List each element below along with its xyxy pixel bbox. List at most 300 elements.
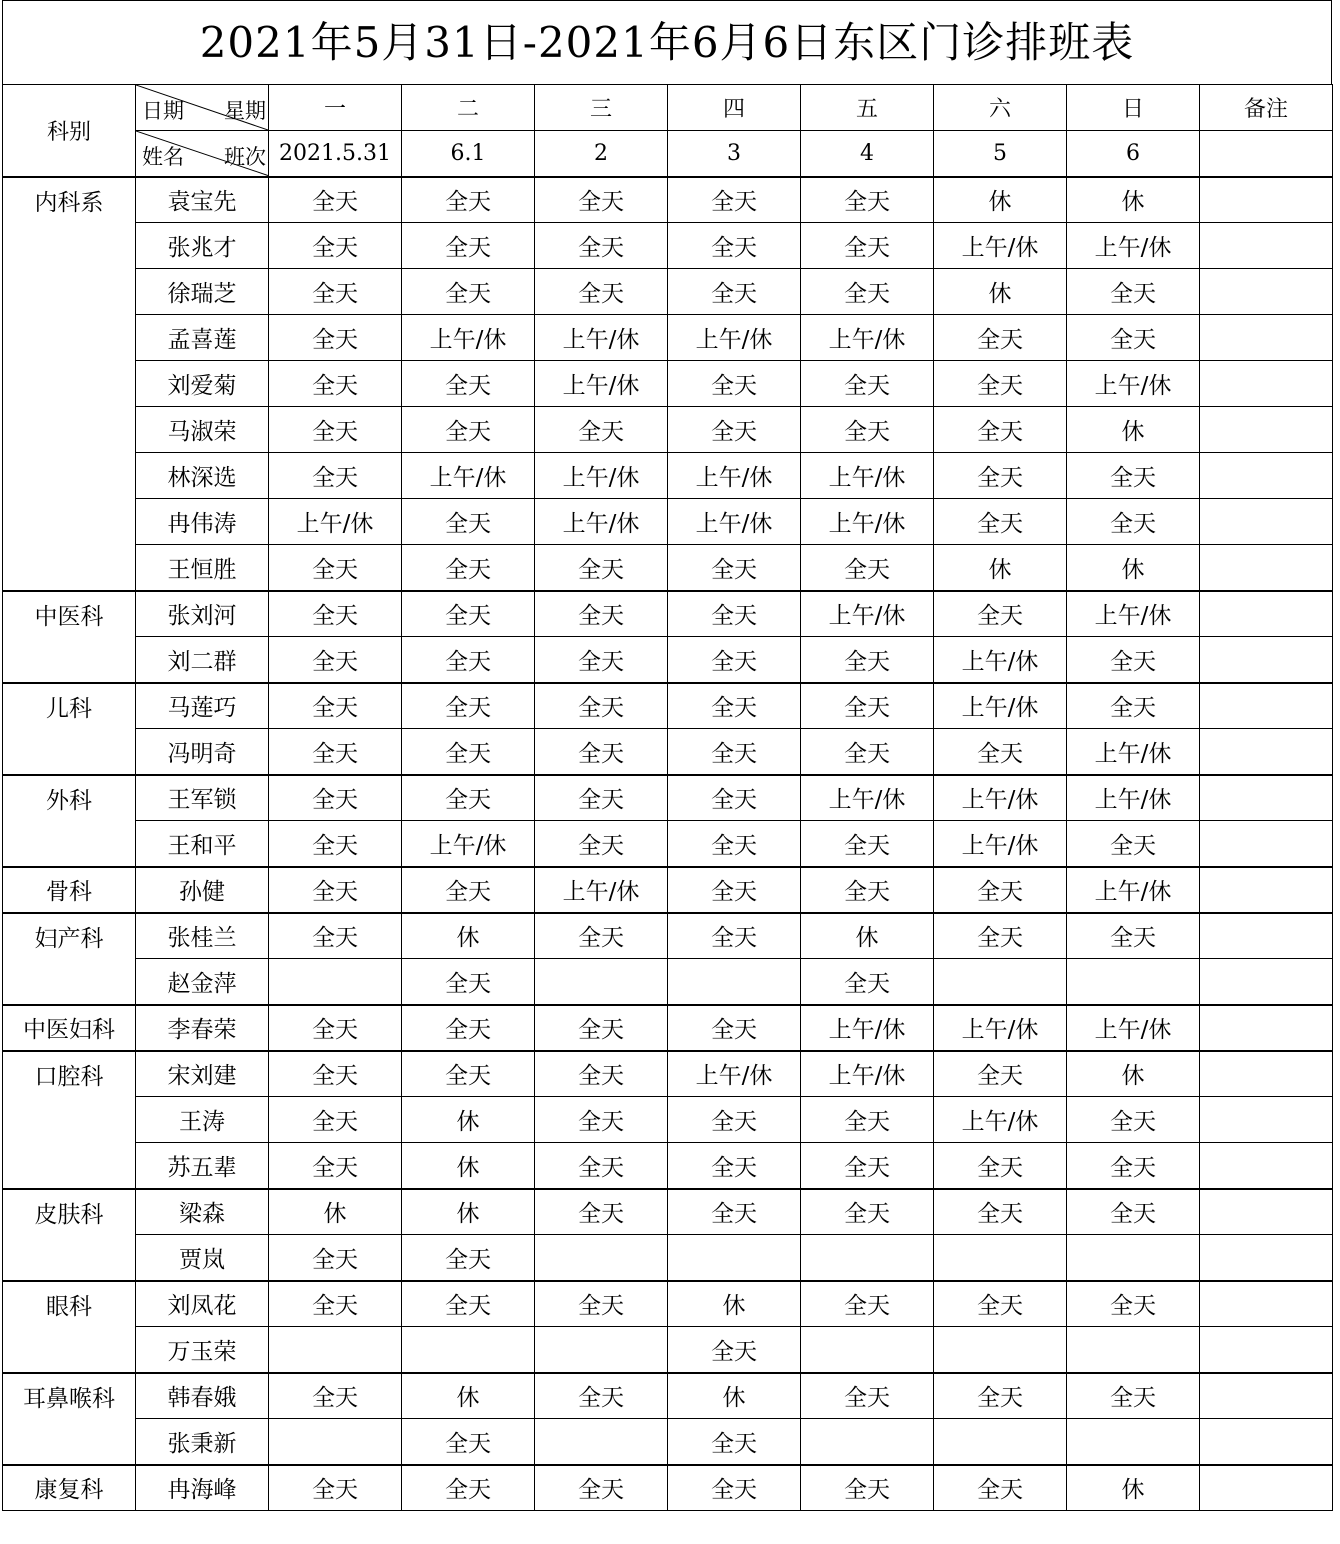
doctor-name: 梁森 bbox=[136, 1189, 269, 1235]
doctor-name: 万玉荣 bbox=[136, 1327, 269, 1373]
shift-cell: 全天 bbox=[801, 1373, 934, 1419]
department-cell: 内科系 bbox=[3, 177, 136, 223]
shift-cell: 全天 bbox=[668, 223, 801, 269]
department-cell bbox=[3, 1235, 136, 1281]
table-row bbox=[3, 775, 1333, 821]
shift-cell: 全天 bbox=[668, 591, 801, 637]
table-row bbox=[3, 821, 1333, 867]
shift-cell: 上午/休 bbox=[934, 775, 1067, 821]
table-row bbox=[3, 959, 1333, 1005]
department-cell: 耳鼻喉科 bbox=[3, 1373, 136, 1419]
shift-cell: 休 bbox=[1067, 407, 1200, 453]
shift-cell: 上午/休 bbox=[934, 821, 1067, 867]
shift-cell: 全天 bbox=[801, 1189, 934, 1235]
remarks-cell bbox=[1200, 821, 1333, 867]
table-row bbox=[3, 1465, 1333, 1511]
weekday-sun: 日 bbox=[1067, 85, 1200, 131]
shift-cell: 全天 bbox=[402, 729, 535, 775]
shift-cell: 上午/休 bbox=[402, 821, 535, 867]
doctor-name: 冉伟涛 bbox=[136, 499, 269, 545]
shift-cell bbox=[535, 1419, 668, 1465]
shift-cell: 全天 bbox=[269, 1281, 402, 1327]
department-cell bbox=[3, 821, 136, 867]
shift-cell: 全天 bbox=[801, 407, 934, 453]
table-row bbox=[3, 637, 1333, 683]
shift-cell: 全天 bbox=[934, 1281, 1067, 1327]
shift-cell: 全天 bbox=[269, 1143, 402, 1189]
shift-cell: 全天 bbox=[1067, 637, 1200, 683]
doctor-name: 王涛 bbox=[136, 1097, 269, 1143]
doctor-name: 马莲巧 bbox=[136, 683, 269, 729]
schedule-table bbox=[2, 84, 1333, 1511]
department-cell bbox=[3, 499, 136, 545]
remarks-cell bbox=[1200, 1005, 1333, 1051]
shift-cell: 上午/休 bbox=[1067, 361, 1200, 407]
shift-cell: 全天 bbox=[1067, 1189, 1200, 1235]
table-row bbox=[3, 1143, 1333, 1189]
shift-cell: 全天 bbox=[402, 775, 535, 821]
shift-cell: 全天 bbox=[535, 1143, 668, 1189]
shift-cell: 全天 bbox=[269, 683, 402, 729]
shift-cell: 全天 bbox=[535, 223, 668, 269]
shift-cell: 休 bbox=[668, 1281, 801, 1327]
shift-cell: 全天 bbox=[1067, 913, 1200, 959]
doctor-name: 王军锁 bbox=[136, 775, 269, 821]
doctor-name: 刘凤花 bbox=[136, 1281, 269, 1327]
shift-cell: 全天 bbox=[668, 683, 801, 729]
shift-cell: 全天 bbox=[269, 361, 402, 407]
shift-cell: 全天 bbox=[269, 453, 402, 499]
shift-cell: 全天 bbox=[668, 821, 801, 867]
shift-cell bbox=[934, 1235, 1067, 1281]
department-cell bbox=[3, 269, 136, 315]
remarks-cell bbox=[1200, 1373, 1333, 1419]
shift-cell: 全天 bbox=[269, 1373, 402, 1419]
shift-cell: 上午/休 bbox=[1067, 775, 1200, 821]
shift-cell: 全天 bbox=[402, 1235, 535, 1281]
shift-cell: 全天 bbox=[801, 1281, 934, 1327]
shift-cell: 全天 bbox=[402, 223, 535, 269]
department-cell bbox=[3, 315, 136, 361]
shift-cell: 全天 bbox=[269, 729, 402, 775]
shift-cell: 全天 bbox=[934, 729, 1067, 775]
shift-cell: 全天 bbox=[269, 637, 402, 683]
shift-cell: 全天 bbox=[934, 407, 1067, 453]
shift-cell bbox=[668, 1235, 801, 1281]
table-row bbox=[3, 177, 1333, 223]
remarks-cell bbox=[1200, 1465, 1333, 1511]
date-label: 日期 bbox=[142, 99, 184, 123]
remarks-cell bbox=[1200, 177, 1333, 223]
shift-cell: 上午/休 bbox=[668, 453, 801, 499]
doctor-name: 刘爱菊 bbox=[136, 361, 269, 407]
shift-cell: 全天 bbox=[402, 1005, 535, 1051]
doctor-name: 孟喜莲 bbox=[136, 315, 269, 361]
remarks-cell bbox=[1200, 729, 1333, 775]
shift-cell: 全天 bbox=[668, 775, 801, 821]
table-row bbox=[3, 1419, 1333, 1465]
shift-cell: 休 bbox=[402, 1373, 535, 1419]
department-cell bbox=[3, 1097, 136, 1143]
shift-cell: 全天 bbox=[402, 499, 535, 545]
shift-cell: 全天 bbox=[269, 591, 402, 637]
shift-cell: 上午/休 bbox=[269, 499, 402, 545]
department-cell bbox=[3, 729, 136, 775]
shift-cell: 全天 bbox=[934, 1143, 1067, 1189]
shift-cell: 上午/休 bbox=[801, 453, 934, 499]
shift-cell: 上午/休 bbox=[668, 315, 801, 361]
department-cell bbox=[3, 223, 136, 269]
table-row bbox=[3, 1051, 1333, 1097]
shift-cell: 全天 bbox=[934, 1465, 1067, 1511]
doctor-name: 孙健 bbox=[136, 867, 269, 913]
name-label: 姓名 bbox=[142, 145, 184, 169]
shift-cell bbox=[535, 959, 668, 1005]
dept-header: 科别 bbox=[3, 85, 136, 177]
table-row bbox=[3, 1235, 1333, 1281]
shift-cell: 全天 bbox=[1067, 453, 1200, 499]
doctor-name: 刘二群 bbox=[136, 637, 269, 683]
shift-cell: 全天 bbox=[1067, 1143, 1200, 1189]
shift-cell: 全天 bbox=[535, 177, 668, 223]
shift-cell: 全天 bbox=[801, 361, 934, 407]
shift-cell: 全天 bbox=[934, 315, 1067, 361]
shift-cell: 全天 bbox=[801, 1143, 934, 1189]
table-row bbox=[3, 1189, 1333, 1235]
date-mon: 2021.5.31 bbox=[269, 131, 402, 177]
shift-cell: 上午/休 bbox=[934, 1005, 1067, 1051]
schedule-sheet bbox=[2, 0, 1332, 1544]
remarks-cell bbox=[1200, 1143, 1333, 1189]
page-title: 2021年5月31日-2021年6月6日东区门诊排班表 bbox=[2, 0, 1332, 84]
shift-cell: 全天 bbox=[1067, 1373, 1200, 1419]
shift-cell: 全天 bbox=[535, 1005, 668, 1051]
shift-cell: 全天 bbox=[668, 637, 801, 683]
shift-cell: 全天 bbox=[801, 1097, 934, 1143]
shift-cell: 全天 bbox=[668, 867, 801, 913]
shift-cell: 上午/休 bbox=[801, 315, 934, 361]
shift-cell: 全天 bbox=[934, 499, 1067, 545]
remarks-cell bbox=[1200, 1235, 1333, 1281]
department-cell bbox=[3, 361, 136, 407]
shift-cell: 全天 bbox=[801, 683, 934, 729]
shift-cell: 上午/休 bbox=[1067, 1005, 1200, 1051]
doctor-name: 贾岚 bbox=[136, 1235, 269, 1281]
shift-cell: 全天 bbox=[535, 1051, 668, 1097]
shift-cell: 全天 bbox=[402, 545, 535, 591]
department-cell bbox=[3, 959, 136, 1005]
shift-cell bbox=[801, 1235, 934, 1281]
remarks-cell bbox=[1200, 1189, 1333, 1235]
table-row bbox=[3, 1373, 1333, 1419]
shift-cell: 全天 bbox=[535, 729, 668, 775]
shift-cell: 上午/休 bbox=[934, 223, 1067, 269]
shift-cell: 全天 bbox=[402, 361, 535, 407]
shift-cell: 上午/休 bbox=[801, 591, 934, 637]
department-cell bbox=[3, 545, 136, 591]
date-weekday-header bbox=[136, 85, 269, 131]
shift-cell: 全天 bbox=[402, 1419, 535, 1465]
doctor-name: 马淑荣 bbox=[136, 407, 269, 453]
department-cell bbox=[3, 1143, 136, 1189]
shift-cell: 全天 bbox=[269, 545, 402, 591]
shift-cell: 全天 bbox=[934, 1373, 1067, 1419]
shift-cell: 全天 bbox=[269, 407, 402, 453]
department-cell: 中医妇科 bbox=[3, 1005, 136, 1051]
table-row bbox=[3, 1281, 1333, 1327]
shift-cell bbox=[1067, 1419, 1200, 1465]
shift-cell: 全天 bbox=[535, 821, 668, 867]
shift-cell: 全天 bbox=[801, 545, 934, 591]
shift-cell: 上午/休 bbox=[801, 1051, 934, 1097]
remarks-cell bbox=[1200, 269, 1333, 315]
remarks-cell bbox=[1200, 545, 1333, 591]
shift-cell: 休 bbox=[402, 1097, 535, 1143]
shift-cell: 全天 bbox=[402, 867, 535, 913]
shift-cell: 全天 bbox=[535, 637, 668, 683]
shift-cell: 休 bbox=[1067, 1465, 1200, 1511]
shift-cell bbox=[668, 959, 801, 1005]
shift-cell: 上午/休 bbox=[934, 683, 1067, 729]
shift-cell: 全天 bbox=[934, 361, 1067, 407]
shift-cell: 全天 bbox=[269, 1097, 402, 1143]
shift-cell: 上午/休 bbox=[535, 867, 668, 913]
remarks-header: 备注 bbox=[1200, 85, 1333, 131]
shift-cell: 全天 bbox=[934, 1189, 1067, 1235]
shift-cell: 全天 bbox=[668, 1143, 801, 1189]
shift-cell: 全天 bbox=[535, 775, 668, 821]
shift-cell bbox=[1067, 1235, 1200, 1281]
department-cell: 口腔科 bbox=[3, 1051, 136, 1097]
date-wed: 2 bbox=[535, 131, 668, 177]
doctor-name: 苏五辈 bbox=[136, 1143, 269, 1189]
shift-cell: 全天 bbox=[269, 315, 402, 361]
weekday-mon: 一 bbox=[269, 85, 402, 131]
shift-cell: 全天 bbox=[1067, 821, 1200, 867]
shift-cell: 全天 bbox=[535, 1189, 668, 1235]
schedule-body bbox=[3, 177, 1333, 1511]
shift-cell: 全天 bbox=[934, 867, 1067, 913]
doctor-name: 冯明奇 bbox=[136, 729, 269, 775]
remarks-cell bbox=[1200, 1419, 1333, 1465]
table-row bbox=[3, 269, 1333, 315]
date-sat: 5 bbox=[934, 131, 1067, 177]
shift-cell: 全天 bbox=[269, 1005, 402, 1051]
shift-cell: 全天 bbox=[668, 1097, 801, 1143]
weekday-thu: 四 bbox=[668, 85, 801, 131]
remarks-cell bbox=[1200, 1327, 1333, 1373]
shift-cell: 全天 bbox=[535, 913, 668, 959]
shift-cell: 全天 bbox=[668, 1005, 801, 1051]
remarks-cell bbox=[1200, 959, 1333, 1005]
shift-cell: 上午/休 bbox=[402, 315, 535, 361]
shift-cell: 休 bbox=[402, 913, 535, 959]
shift-cell: 休 bbox=[1067, 545, 1200, 591]
weekday-tue: 二 bbox=[402, 85, 535, 131]
shift-cell: 全天 bbox=[801, 269, 934, 315]
shift-cell bbox=[269, 959, 402, 1005]
shift-cell: 全天 bbox=[269, 1051, 402, 1097]
department-cell bbox=[3, 407, 136, 453]
shift-cell: 全天 bbox=[402, 1465, 535, 1511]
department-cell bbox=[3, 1419, 136, 1465]
shift-label: 班次 bbox=[224, 145, 266, 169]
shift-cell: 全天 bbox=[402, 269, 535, 315]
shift-cell bbox=[269, 1327, 402, 1373]
shift-cell: 全天 bbox=[934, 913, 1067, 959]
weekday-sat: 六 bbox=[934, 85, 1067, 131]
shift-cell: 全天 bbox=[269, 775, 402, 821]
shift-cell bbox=[535, 1327, 668, 1373]
remarks-cell bbox=[1200, 913, 1333, 959]
shift-cell: 上午/休 bbox=[934, 1097, 1067, 1143]
shift-cell: 全天 bbox=[269, 1235, 402, 1281]
weekday-wed: 三 bbox=[535, 85, 668, 131]
shift-cell: 全天 bbox=[269, 223, 402, 269]
shift-cell: 上午/休 bbox=[668, 1051, 801, 1097]
shift-cell: 上午/休 bbox=[402, 453, 535, 499]
shift-cell: 休 bbox=[402, 1143, 535, 1189]
remarks-cell bbox=[1200, 1281, 1333, 1327]
shift-cell: 全天 bbox=[801, 637, 934, 683]
table-row bbox=[3, 499, 1333, 545]
remarks-cell bbox=[1200, 1051, 1333, 1097]
doctor-name: 徐瑞芝 bbox=[136, 269, 269, 315]
table-row bbox=[3, 361, 1333, 407]
table-row bbox=[3, 1327, 1333, 1373]
shift-cell: 上午/休 bbox=[1067, 223, 1200, 269]
shift-cell: 休 bbox=[934, 545, 1067, 591]
shift-cell: 全天 bbox=[402, 1051, 535, 1097]
table-row bbox=[3, 683, 1333, 729]
table-row bbox=[3, 591, 1333, 637]
shift-cell: 全天 bbox=[801, 729, 934, 775]
shift-cell: 全天 bbox=[934, 591, 1067, 637]
remarks-cell bbox=[1200, 867, 1333, 913]
shift-cell: 全天 bbox=[402, 177, 535, 223]
shift-cell: 全天 bbox=[269, 269, 402, 315]
doctor-name: 林深选 bbox=[136, 453, 269, 499]
shift-cell: 全天 bbox=[269, 1465, 402, 1511]
remarks-cell bbox=[1200, 223, 1333, 269]
shift-cell: 全天 bbox=[535, 1097, 668, 1143]
shift-cell: 上午/休 bbox=[535, 361, 668, 407]
shift-cell: 上午/休 bbox=[535, 453, 668, 499]
remarks-cell bbox=[1200, 1097, 1333, 1143]
doctor-name: 袁宝先 bbox=[136, 177, 269, 223]
department-cell: 康复科 bbox=[3, 1465, 136, 1511]
shift-cell: 全天 bbox=[535, 545, 668, 591]
shift-cell: 全天 bbox=[402, 959, 535, 1005]
shift-cell bbox=[269, 1419, 402, 1465]
shift-cell: 休 bbox=[668, 1373, 801, 1419]
doctor-name: 韩春娥 bbox=[136, 1373, 269, 1419]
shift-cell: 全天 bbox=[535, 269, 668, 315]
shift-cell: 全天 bbox=[668, 1189, 801, 1235]
shift-cell bbox=[934, 1419, 1067, 1465]
department-cell bbox=[3, 453, 136, 499]
table-row bbox=[3, 223, 1333, 269]
shift-cell: 休 bbox=[1067, 1051, 1200, 1097]
weekday-fri: 五 bbox=[801, 85, 934, 131]
department-cell: 外科 bbox=[3, 775, 136, 821]
shift-cell: 全天 bbox=[1067, 269, 1200, 315]
shift-cell: 休 bbox=[801, 913, 934, 959]
shift-cell: 全天 bbox=[801, 223, 934, 269]
shift-cell: 休 bbox=[934, 177, 1067, 223]
shift-cell: 全天 bbox=[1067, 683, 1200, 729]
doctor-name: 张刘河 bbox=[136, 591, 269, 637]
shift-cell: 上午/休 bbox=[1067, 729, 1200, 775]
shift-cell: 全天 bbox=[535, 407, 668, 453]
remarks-cell bbox=[1200, 315, 1333, 361]
remarks-cell bbox=[1200, 775, 1333, 821]
shift-cell bbox=[1067, 1327, 1200, 1373]
shift-cell: 全天 bbox=[535, 683, 668, 729]
department-cell: 骨科 bbox=[3, 867, 136, 913]
remarks-cell bbox=[1200, 361, 1333, 407]
shift-cell: 全天 bbox=[1067, 1097, 1200, 1143]
shift-cell: 全天 bbox=[668, 1419, 801, 1465]
shift-cell: 全天 bbox=[668, 177, 801, 223]
department-cell: 妇产科 bbox=[3, 913, 136, 959]
remarks-cell bbox=[1200, 131, 1333, 177]
doctor-name: 王和平 bbox=[136, 821, 269, 867]
shift-cell: 全天 bbox=[1067, 315, 1200, 361]
doctor-name: 张桂兰 bbox=[136, 913, 269, 959]
table-row bbox=[3, 315, 1333, 361]
shift-cell: 上午/休 bbox=[535, 499, 668, 545]
shift-cell bbox=[801, 1419, 934, 1465]
shift-cell: 全天 bbox=[934, 453, 1067, 499]
shift-cell bbox=[801, 1327, 934, 1373]
date-tue: 6.1 bbox=[402, 131, 535, 177]
shift-cell bbox=[402, 1327, 535, 1373]
department-cell bbox=[3, 1327, 136, 1373]
table-row bbox=[3, 1097, 1333, 1143]
shift-cell: 上午/休 bbox=[1067, 867, 1200, 913]
shift-cell: 全天 bbox=[402, 591, 535, 637]
shift-cell: 全天 bbox=[402, 1281, 535, 1327]
department-cell: 眼科 bbox=[3, 1281, 136, 1327]
doctor-name: 王恒胜 bbox=[136, 545, 269, 591]
shift-cell: 全天 bbox=[801, 959, 934, 1005]
shift-cell: 休 bbox=[269, 1189, 402, 1235]
doctor-name: 张秉新 bbox=[136, 1419, 269, 1465]
shift-cell: 全天 bbox=[668, 729, 801, 775]
shift-cell: 全天 bbox=[269, 867, 402, 913]
shift-cell: 全天 bbox=[269, 821, 402, 867]
name-shift-header bbox=[136, 131, 269, 177]
department-cell: 儿科 bbox=[3, 683, 136, 729]
doctor-name: 赵金萍 bbox=[136, 959, 269, 1005]
remarks-cell bbox=[1200, 499, 1333, 545]
shift-cell: 全天 bbox=[269, 177, 402, 223]
table-row bbox=[3, 545, 1333, 591]
shift-cell: 全天 bbox=[801, 177, 934, 223]
shift-cell: 全天 bbox=[934, 1051, 1067, 1097]
remarks-cell bbox=[1200, 453, 1333, 499]
shift-cell: 上午/休 bbox=[1067, 591, 1200, 637]
shift-cell bbox=[934, 1327, 1067, 1373]
remarks-cell bbox=[1200, 591, 1333, 637]
shift-cell: 全天 bbox=[801, 1465, 934, 1511]
remarks-cell bbox=[1200, 637, 1333, 683]
date-sun: 6 bbox=[1067, 131, 1200, 177]
department-cell: 皮肤科 bbox=[3, 1189, 136, 1235]
shift-cell: 全天 bbox=[668, 913, 801, 959]
remarks-cell bbox=[1200, 407, 1333, 453]
